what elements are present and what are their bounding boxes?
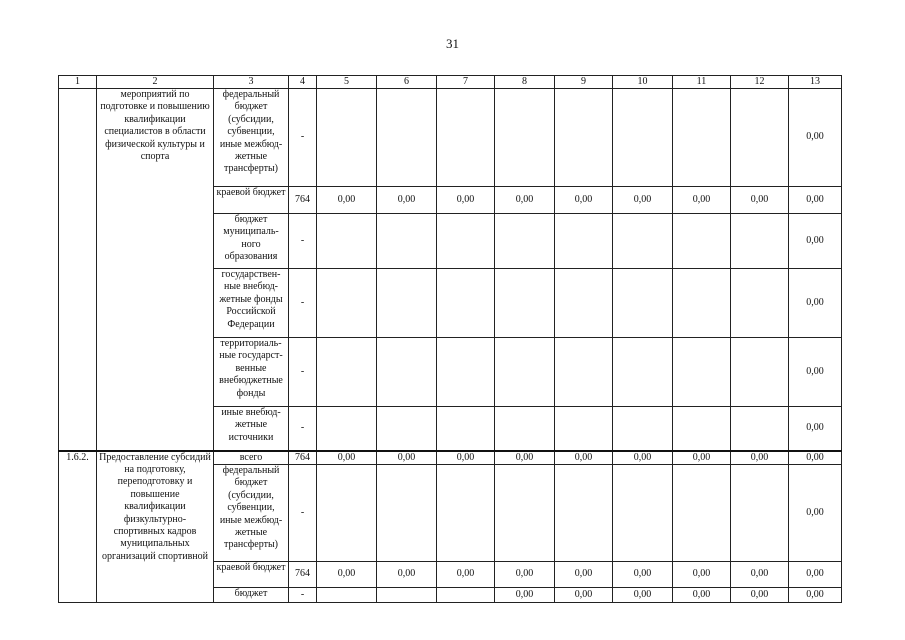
column-header: 10 — [613, 76, 673, 89]
amount-cell: 0,00 — [613, 587, 673, 602]
amount-cell — [495, 464, 555, 561]
amount-cell — [317, 269, 377, 338]
table-row — [59, 451, 842, 465]
amount-cell: 0,00 — [437, 561, 495, 587]
amount-cell — [377, 464, 437, 561]
amount-cell: 0,00 — [377, 561, 437, 587]
amount-cell: 0,00 — [437, 187, 495, 214]
column-header: 7 — [437, 76, 495, 89]
amount-cell — [377, 338, 437, 407]
column-header: 8 — [495, 76, 555, 89]
amount-cell — [495, 89, 555, 187]
amount-cell — [673, 338, 731, 407]
amount-cell — [555, 407, 613, 451]
header-row — [59, 76, 842, 89]
funding-source: краевой бюджет — [214, 187, 289, 214]
amount-cell — [613, 269, 673, 338]
amount-cell — [555, 464, 613, 561]
amount-cell — [495, 269, 555, 338]
amount-cell: 0,00 — [673, 187, 731, 214]
funding-source: иные внебюд-жетные источники — [214, 407, 289, 451]
funding-source: территориаль-ные государст-венные внебюджетные фонды — [214, 338, 289, 407]
column-header: 6 — [377, 76, 437, 89]
funding-source: государствен-ные внебюд-жетные фонды Российской Федерации — [214, 269, 289, 338]
budget-table — [58, 75, 842, 603]
amount-cell: 0,00 — [673, 451, 731, 465]
amount-cell: 0,00 — [613, 561, 673, 587]
amount-cell — [613, 338, 673, 407]
amount-cell: 0,00 — [495, 587, 555, 602]
amount-cell — [673, 89, 731, 187]
amount-cell — [377, 407, 437, 451]
item-number — [59, 89, 97, 451]
total-cell: 0,00 — [789, 407, 842, 451]
budget-code: - — [289, 338, 317, 407]
amount-cell — [673, 464, 731, 561]
amount-cell — [317, 587, 377, 602]
budget-code: - — [289, 89, 317, 187]
total-cell: 0,00 — [789, 451, 842, 465]
budget-code: - — [289, 407, 317, 451]
column-header: 11 — [673, 76, 731, 89]
amount-cell: 0,00 — [555, 561, 613, 587]
amount-cell — [731, 89, 789, 187]
budget-code: 764 — [289, 187, 317, 214]
item-name: Предоставление субсидий на подготовку, переподготовку и повышение квалификации физкультурно-спортивных кадров муниципальных организаций спортивной — [97, 451, 214, 603]
amount-cell — [555, 89, 613, 187]
amount-cell — [317, 464, 377, 561]
amount-cell — [317, 214, 377, 269]
amount-cell — [731, 407, 789, 451]
amount-cell — [555, 214, 613, 269]
amount-cell: 0,00 — [731, 587, 789, 602]
amount-cell — [555, 338, 613, 407]
amount-cell — [437, 214, 495, 269]
column-header: 9 — [555, 76, 613, 89]
amount-cell — [731, 338, 789, 407]
table-row — [59, 89, 842, 187]
amount-cell — [495, 338, 555, 407]
total-cell: 0,00 — [789, 269, 842, 338]
amount-cell — [437, 269, 495, 338]
amount-cell — [317, 407, 377, 451]
total-cell: 0,00 — [789, 214, 842, 269]
amount-cell: 0,00 — [317, 451, 377, 465]
amount-cell: 0,00 — [377, 451, 437, 465]
amount-cell: 0,00 — [495, 451, 555, 465]
amount-cell — [731, 214, 789, 269]
amount-cell — [377, 587, 437, 602]
total-cell: 0,00 — [789, 187, 842, 214]
column-header: 2 — [97, 76, 214, 89]
amount-cell: 0,00 — [613, 187, 673, 214]
amount-cell — [437, 407, 495, 451]
budget-code: 764 — [289, 561, 317, 587]
total-cell: 0,00 — [789, 89, 842, 187]
amount-cell — [377, 214, 437, 269]
amount-cell: 0,00 — [731, 187, 789, 214]
item-name: мероприятий по подготовке и повышению квалификации специалистов в области физической культуры и спорта — [97, 89, 214, 451]
column-header: 4 — [289, 76, 317, 89]
page-number: 31 — [446, 36, 459, 51]
item-number: 1.6.2. — [59, 451, 97, 603]
amount-cell: 0,00 — [495, 187, 555, 214]
amount-cell — [673, 269, 731, 338]
funding-source: всего — [214, 451, 289, 465]
amount-cell — [495, 407, 555, 451]
amount-cell — [613, 407, 673, 451]
amount-cell: 0,00 — [377, 187, 437, 214]
column-header: 13 — [789, 76, 842, 89]
amount-cell — [437, 464, 495, 561]
amount-cell: 0,00 — [555, 451, 613, 465]
section-1-6-2 — [59, 451, 842, 603]
amount-cell: 0,00 — [731, 451, 789, 465]
funding-source: бюджет — [214, 587, 289, 602]
total-cell: 0,00 — [789, 338, 842, 407]
amount-cell: 0,00 — [495, 561, 555, 587]
budget-code: 764 — [289, 451, 317, 465]
budget-code: - — [289, 464, 317, 561]
total-cell: 0,00 — [789, 464, 842, 561]
amount-cell — [555, 269, 613, 338]
amount-cell — [731, 269, 789, 338]
total-cell: 0,00 — [789, 561, 842, 587]
funding-source: краевой бюджет — [214, 561, 289, 587]
column-header: 12 — [731, 76, 789, 89]
amount-cell — [731, 464, 789, 561]
column-header: 1 — [59, 76, 97, 89]
amount-cell: 0,00 — [731, 561, 789, 587]
amount-cell: 0,00 — [613, 451, 673, 465]
column-header: 5 — [317, 76, 377, 89]
funding-source: федеральный бюджет (субсидии, субвенции, иные межбюд-жетные трансферты) — [214, 89, 289, 187]
amount-cell — [673, 214, 731, 269]
amount-cell — [317, 338, 377, 407]
amount-cell — [613, 464, 673, 561]
amount-cell — [437, 587, 495, 602]
amount-cell: 0,00 — [555, 187, 613, 214]
amount-cell: 0,00 — [673, 587, 731, 602]
amount-cell — [317, 89, 377, 187]
funding-source: бюджет муниципаль-ного образования — [214, 214, 289, 269]
amount-cell: 0,00 — [317, 561, 377, 587]
column-header: 3 — [214, 76, 289, 89]
total-cell: 0,00 — [789, 587, 842, 602]
amount-cell — [613, 214, 673, 269]
budget-code: - — [289, 587, 317, 602]
amount-cell — [437, 338, 495, 407]
budget-code: - — [289, 269, 317, 338]
funding-source: федеральный бюджет (субсидии, субвенции, иные межбюд-жетные трансферты) — [214, 464, 289, 561]
budget-code: - — [289, 214, 317, 269]
amount-cell — [613, 89, 673, 187]
amount-cell — [495, 214, 555, 269]
amount-cell: 0,00 — [437, 451, 495, 465]
amount-cell — [673, 407, 731, 451]
amount-cell — [377, 89, 437, 187]
amount-cell: 0,00 — [555, 587, 613, 602]
amount-cell: 0,00 — [317, 187, 377, 214]
amount-cell — [377, 269, 437, 338]
amount-cell — [437, 89, 495, 187]
section-activities-training — [59, 89, 842, 451]
amount-cell: 0,00 — [673, 561, 731, 587]
